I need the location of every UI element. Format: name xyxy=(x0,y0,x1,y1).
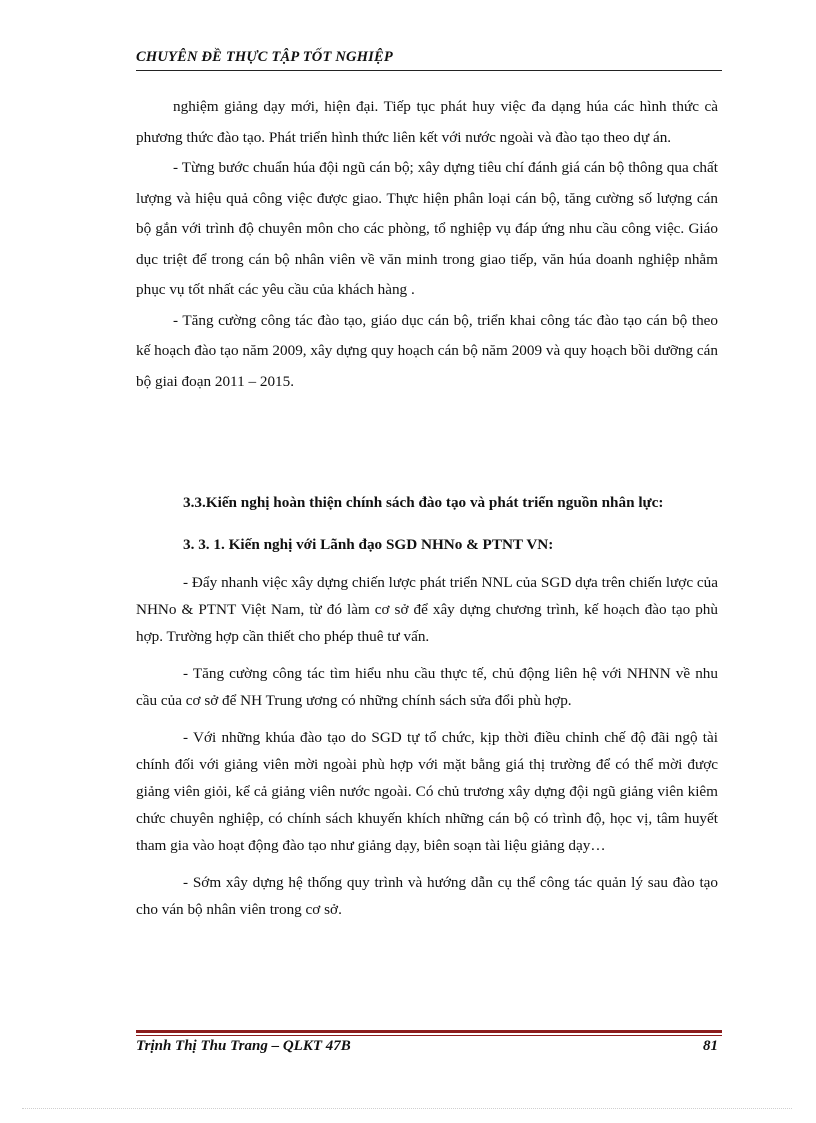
page-number: 81 xyxy=(703,1038,718,1054)
header-title: CHUYÊN ĐỀ THỰC TẬP TỐT NGHIỆP xyxy=(136,49,393,65)
page-footer xyxy=(136,1038,722,1060)
paragraph: - Với những khúa đào tạo do SGD tự tổ chức, kịp thời điều chỉnh chế độ đãi ngộ tài chính đối với giảng viên mời ngoài phù hợp với mặt bằng giá thị trường để có thể mời được giảng viên giỏi, kể cả giảng viên nước ngoài. Có chủ trương xây dựng đội ngũ giảng viên kiêm chức chuyên nghiệp, có chính sách khuyến khích những cán bộ có trình độ, học vị, tâm huyết tham gia vào hoạt động đào tạo như giảng dạy, biên soạn tài liệu giảng dạy… xyxy=(136,729,718,854)
section-recommendations xyxy=(136,488,718,923)
paragraph: nghiệm giảng dạy mới, hiện đại. Tiếp tục phát huy việc đa dạng húa các hình thức cà phương thức đào tạo. Phát triển hình thức liên kết với nước ngoài và đào tạo theo dự án. xyxy=(136,98,718,146)
paragraph: - Tăng cường công tác đào tạo, giáo dục cán bộ, triển khai công tác đào tạo cán bộ theo kế hoạch đào tạo năm 2009, xây dựng quy hoạch cán bộ năm 2009 và quy hoạch bồi dưỡng cán bộ giai đoạn 2011 – 2015. xyxy=(136,311,718,390)
page-header xyxy=(136,48,722,71)
footer-author: Trịnh Thị Thu Trang – QLKT 47B xyxy=(136,1038,351,1054)
body-text-upper xyxy=(136,92,718,397)
paragraph: - Tăng cường công tác tìm hiểu nhu cầu thực tế, chủ động liên hệ với NHNN về nhu cầu của cơ sở để NH Trung ương có những chính sách sửa đổi phù hợp. xyxy=(136,665,718,709)
page-edge-divider xyxy=(22,1108,792,1109)
section-heading: 3.3.Kiến nghị hoàn thiện chính sách đào tạo và phát triển nguồn nhân lực: xyxy=(183,494,664,511)
paragraph: - Từng bước chuẩn húa đội ngũ cán bộ; xây dựng tiêu chí đánh giá cán bộ thông qua chất lượng và hiệu quả công việc được giao. Thực hiện phân loại cán bộ, tăng cường số lượng cán bộ gắn với trình độ chuyên môn cho các phòng, tổ nghiệp vụ đáp ứng nhu cầu công việc. Giáo dục triệt để trong cán bộ nhân viên về văn minh trong giao tiếp, văn húa doanh nghiệp nhằm phục vụ tốt nhất các yêu cầu của khách hàng . xyxy=(136,159,718,298)
footer-rule-thin xyxy=(136,1035,722,1036)
paragraph: - Đẩy nhanh việc xây dựng chiến lược phát triển NNL của SGD dựa trên chiến lược của NHNo & PTNT Việt Nam, từ đó làm cơ sở để xây dựng chương trình, kế hoạch đào tạo phù hợp. Trường hợp cần thiết cho phép thuê tư vấn. xyxy=(136,574,718,645)
subsection-heading: 3. 3. 1. Kiến nghị với Lãnh đạo SGD NHNo & PTNT VN: xyxy=(183,536,554,553)
footer-rule-thick xyxy=(136,1030,722,1033)
paragraph: - Sớm xây dựng hệ thống quy trình và hướng dẫn cụ thể công tác quản lý sau đào tạo cho ván bộ nhân viên trong cơ sở. xyxy=(136,874,718,918)
